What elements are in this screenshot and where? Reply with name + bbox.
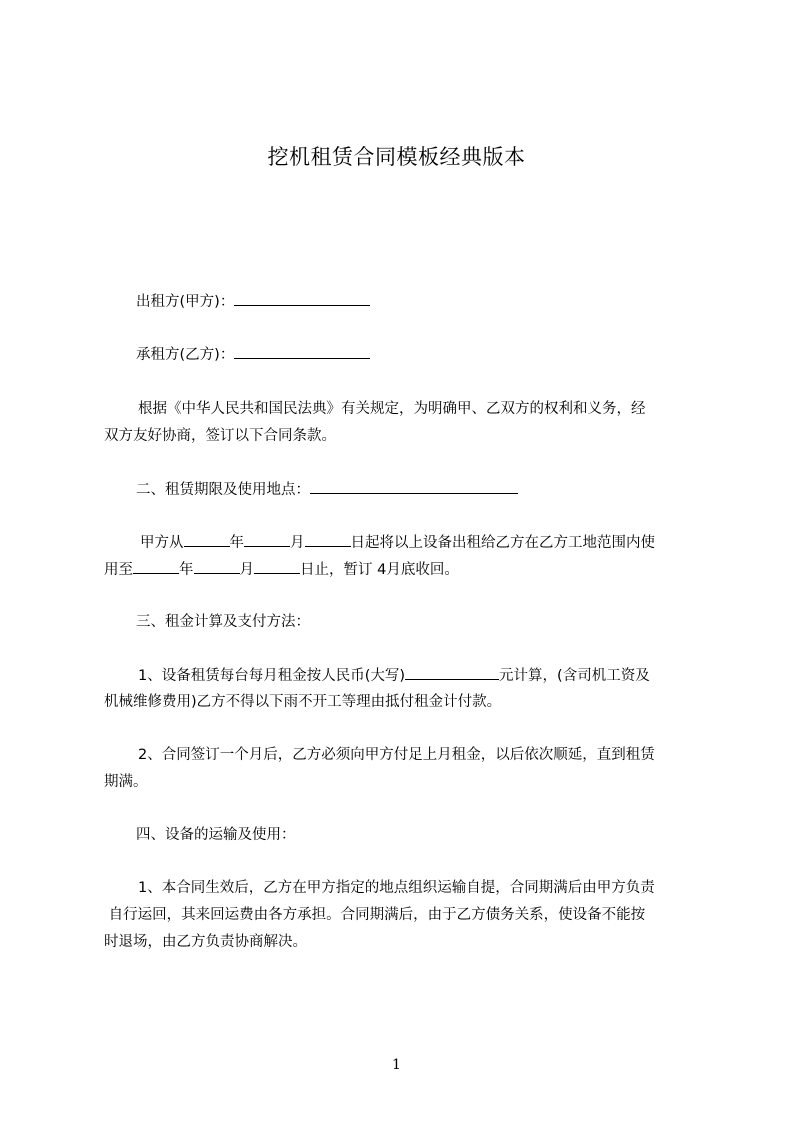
intro-line-2: 双方友好协商，签订以下合同条款。 xyxy=(104,428,336,444)
intro-line-1: 根据《中华人民共和国民法典》有关规定，为明确甲、乙双方的权利和义务，经 xyxy=(138,401,646,417)
lessor-label: 出租方(甲方)： xyxy=(136,294,235,310)
section-2-heading-line xyxy=(136,479,518,500)
start-day-blank xyxy=(305,532,351,547)
term-until-label: 用至 xyxy=(104,562,133,578)
location-blank xyxy=(310,479,518,494)
month-label: 月 xyxy=(290,535,305,551)
year-label: 年 xyxy=(179,562,194,578)
lessee-blank xyxy=(234,344,370,359)
start-month-blank xyxy=(244,532,290,547)
end-month-blank xyxy=(194,559,240,574)
lessee-line xyxy=(136,344,370,365)
lessor-blank xyxy=(234,291,370,306)
transport-item-1-line-3: 时退场，由乙方负责协商解决。 xyxy=(104,934,307,950)
rent-item-1-line-1 xyxy=(138,665,650,686)
section-4-heading: 四、设备的运输及使用： xyxy=(136,827,296,843)
section-3-heading: 三、租金计算及支付方法： xyxy=(136,614,310,630)
month-label: 月 xyxy=(239,562,254,578)
transport-item-1-line-2: 自行运回，其来回运费由各方承担。合同期满后，由于乙方债务关系，使设备不能按 xyxy=(104,907,646,923)
page-number: 1 xyxy=(392,1057,401,1073)
term-from-label: 甲方从 xyxy=(140,535,184,551)
rent-item-2-line-1: 2、合同签订一个月后，乙方必须向甲方付足上月租金，以后依次顺延，直到租赁 xyxy=(138,747,655,763)
start-year-blank xyxy=(184,532,230,547)
rent-amount-label: 1、设备租赁每台每月租金按人民币(大写) xyxy=(138,668,406,684)
term-start-text: 日起将以上设备出租给乙方在乙方工地范围内使 xyxy=(350,535,655,551)
lessee-label: 承租方(乙方)： xyxy=(136,347,235,363)
rent-amount-blank xyxy=(405,665,499,680)
end-year-blank xyxy=(133,559,179,574)
end-day-blank xyxy=(254,559,300,574)
document-title: 挖机租赁合同模板经典版本 xyxy=(267,145,526,169)
rent-item-1-line-2: 机械维修费用)乙方不得以下雨不开工等理由抵付租金计付款。 xyxy=(104,694,502,710)
term-line-2 xyxy=(104,559,459,580)
rent-item-2-line-2: 期满。 xyxy=(104,774,148,790)
term-line-1 xyxy=(140,532,655,553)
section-2-heading: 二、租赁期限及使用地点： xyxy=(136,482,310,498)
transport-item-1-line-1: 1、本合同生效后，乙方在甲方指定的地点组织运输自提，合同期满后由甲方负责 xyxy=(138,880,655,896)
year-label: 年 xyxy=(229,535,244,551)
lessor-line xyxy=(136,291,370,312)
rent-unit-text: 元计算，(含司机工资及 xyxy=(499,668,650,684)
term-end-text: 日止，暂订 4月底收回。 xyxy=(300,562,459,578)
